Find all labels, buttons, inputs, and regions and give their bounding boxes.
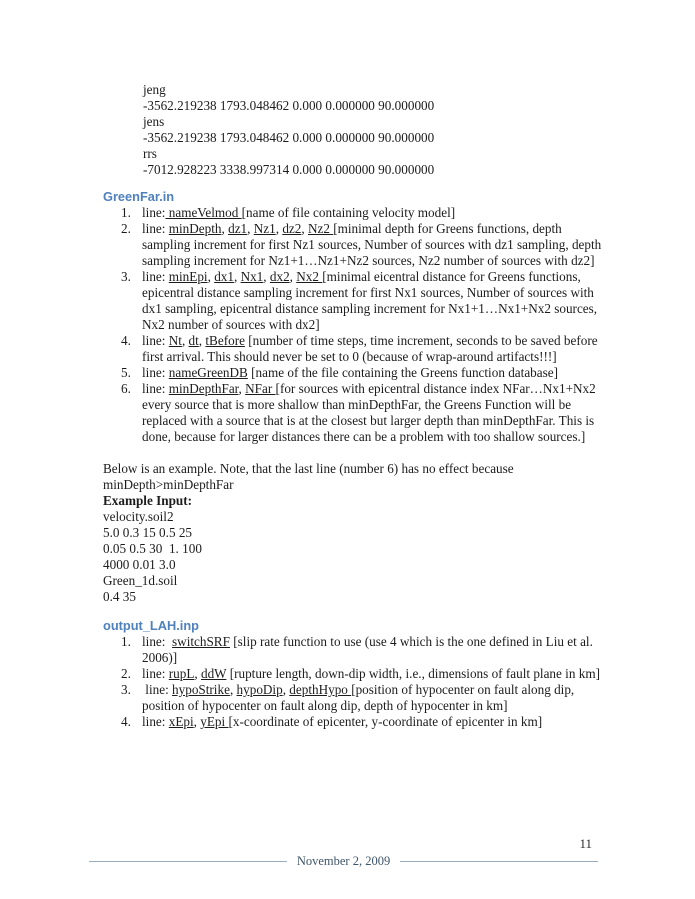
underlined-term: tBefore [205,333,245,348]
underlined-term: Nx2 [296,269,323,284]
item-text: , [263,269,270,284]
underlined-term: hypoDip [236,682,283,697]
text-line: 0.05 0.5 30 1. 100 [103,541,202,556]
underlined-term: hypoStrike [172,682,230,697]
item-text: , [275,221,283,236]
footer-date: November 2, 2009 [296,854,391,868]
list-item [103,714,602,730]
item-text: , [233,269,241,284]
station-coordinates-block [143,82,602,178]
output-lah-item-list [103,634,602,730]
footer [89,853,598,869]
underlined-term: dx2 [269,269,290,284]
underlined-term: Nx1 [240,269,264,284]
item-text: , [289,269,297,284]
example-input-block [103,509,602,605]
list-item [103,333,602,365]
text-line: 4000 0.01 3.0 [103,557,176,572]
text-line: -3562.219238 1793.048462 0.000 0.000000 90.000000 [143,130,435,145]
underlined-term: Nz2 [307,221,334,236]
underlined-term: Nz1 [253,221,276,236]
item-text: , [198,333,206,348]
item-text: , [229,682,237,697]
list-item [103,666,602,682]
item-text: line: [142,666,169,681]
item-text: [number of time steps, time increment, seconds to be saved before first arrival. This should never be set to 0 (because of wrap-around artifacts!!!] [142,333,601,364]
list-item [103,205,602,221]
item-text: line: [142,714,169,729]
item-text: , [247,221,254,236]
underlined-term: yEpi [200,714,229,729]
text-line: 0.4 35 [103,589,136,604]
item-text: , [221,221,229,236]
underlined-term: dz2 [282,221,302,236]
list-item [103,381,602,445]
underlined-term: minEpi [168,269,208,284]
footer-rule-right [400,861,598,862]
item-text: [position of hypocenter on fault along dip, position of hypocenter on fault along dip, depth of hypocenter in km] [142,682,578,713]
list-item [103,682,602,714]
item-text: line: [142,682,173,697]
item-text: [name of file containing velocity model] [241,205,456,220]
list-item [103,365,602,381]
item-text: , [207,269,215,284]
item-text: [x-coordinate of epicenter, y-coordinate of epicenter in km] [228,714,543,729]
item-text: , [181,333,189,348]
underlined-term: ddW [200,666,227,681]
text-line: -3562.219238 1793.048462 0.000 0.000000 90.000000 [143,98,435,113]
example-input-label: Example Input: [103,493,193,508]
underlined-term: dx1 [214,269,234,284]
item-text: [slip rate function to use (use 4 which is the one defined in Liu et al. 2006)] [142,634,597,665]
example-note: Below is an example. Note, that the last line (number 6) has no effect because minDepth>minDepthFar [103,461,514,492]
underlined-term: minDepth [168,221,222,236]
greenfar-item-list [103,205,605,445]
item-text: [minimal eicentral distance for Greens functions, epicentral distance sampling increment for first Nx1 sources, Number of sources with dx1 sampling, epicentral distance sampling increment for Nx1+1…Nx1+Nx2 sources, Nx2 number of sources with dx2] [142,269,601,332]
underlined-term: switchSRF [172,634,230,649]
text-line: jens [143,114,165,129]
text-line: Green_1d.soil [103,573,178,588]
text-line: 5.0 0.3 15 0.5 25 [103,525,193,540]
item-text: , [282,682,290,697]
item-text: [name of the file containing the Greens function database] [247,365,558,380]
item-text: line: [142,634,173,649]
item-text: , [194,666,201,681]
item-text: , [238,381,246,396]
underlined-term: depthHypo [289,682,352,697]
item-text: [minimal depth for Greens functions, depth sampling increment for first Nz1 sources, Number of sources with dz1 sampling, depth sampling increment for Nz1+1…Nz1+Nz2 sources, Nz2 number of sources with dz2] [142,221,605,268]
underlined-term: rupL [168,666,195,681]
underlined-term: dt [188,333,199,348]
item-text: line: [142,269,169,284]
item-text: line: [142,205,166,220]
underlined-term: xEpi [168,714,194,729]
underlined-term: NFar [245,381,276,396]
page-number: 11 [579,836,592,851]
underlined-term: Nt [168,333,182,348]
text-line: jeng [143,82,166,97]
text-line: -7012.928223 3338.997314 0.000 0.000000 90.000000 [143,162,435,177]
item-text: , [301,221,308,236]
text-line: velocity.soil2 [103,509,174,524]
list-item [103,221,605,269]
footer-rule-left [89,861,287,862]
section-heading-greenfar: GreenFar.in [103,189,175,204]
underlined-term: minDepthFar [168,381,239,396]
item-text: [for sources with epicentral distance index NFar…Nx1+Nx2 every source that is more shallow than minDepthFar, the Greens Function will be replaced with a source that is at the closest but larger depth than minDepthFar. This is done, because for larger distances there can be a problem with too shallow sources.] [142,381,600,444]
list-item [103,634,602,666]
list-item [103,269,602,333]
section-greenfar [103,188,605,445]
item-text: line: [142,381,169,396]
item-text: line: [142,221,169,236]
underlined-term: nameVelmod [165,205,242,220]
item-text: line: [142,365,169,380]
item-text: , [193,714,201,729]
section-output-lah [103,617,602,730]
underlined-term: nameGreenDB [168,365,248,380]
text-line: rrs [143,146,157,161]
item-text: line: [142,333,169,348]
section-heading-output-lah: output_LAH.inp [103,618,199,633]
item-text: [rupture length, down-dip width, i.e., dimensions of fault plane in km] [226,666,600,681]
underlined-term: dz1 [228,221,248,236]
